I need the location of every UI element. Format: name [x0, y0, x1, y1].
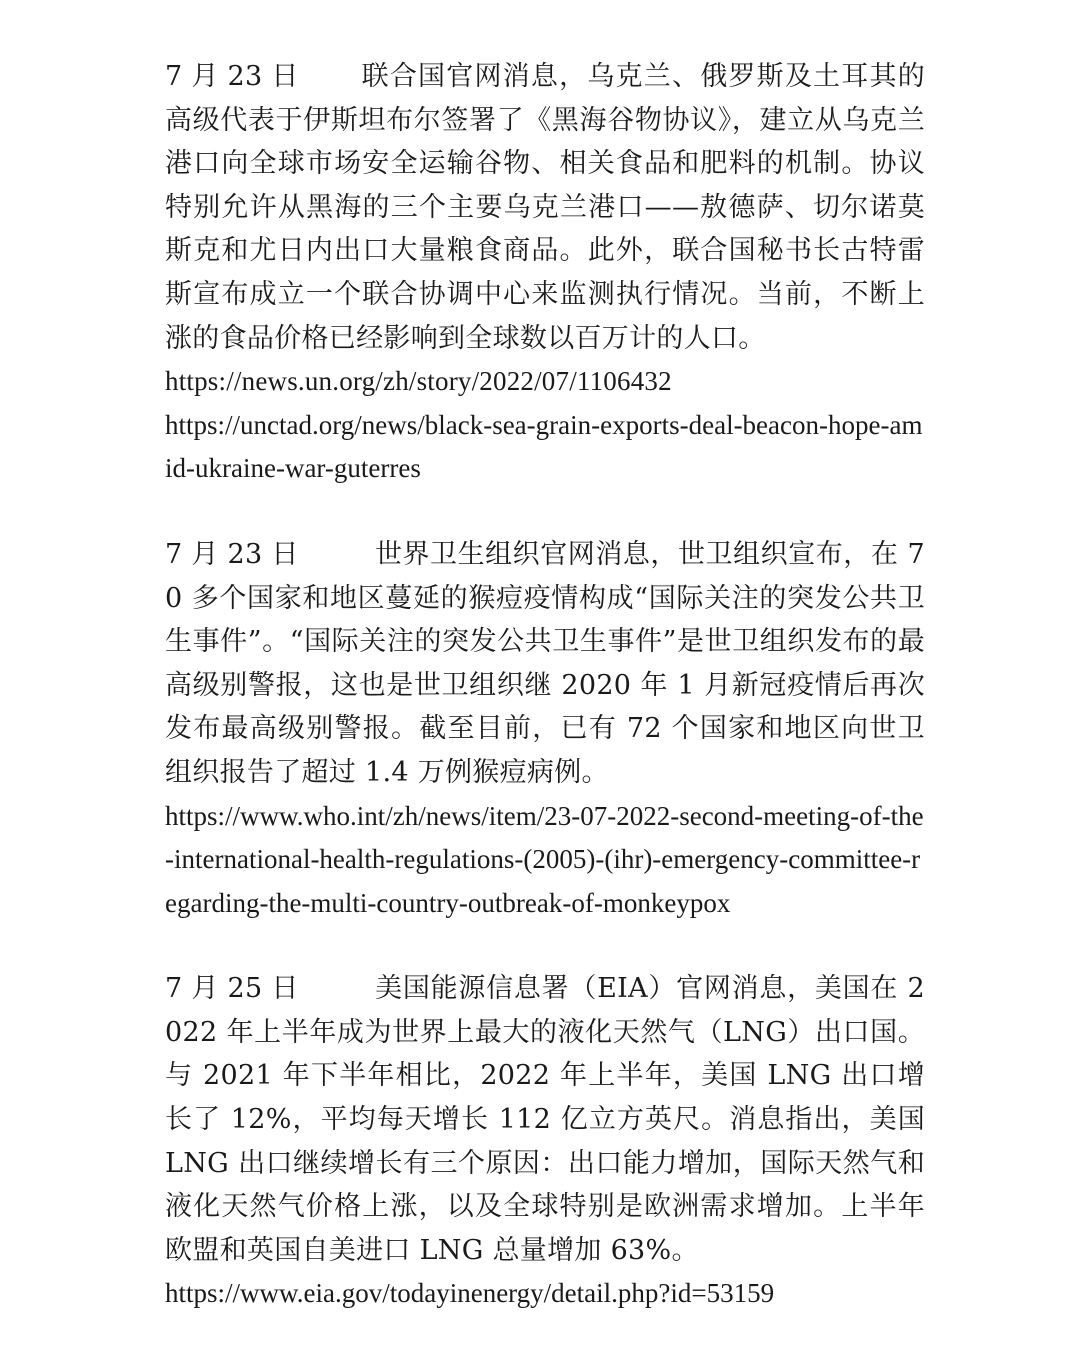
news-entry — [165, 533, 925, 925]
entry-body: 联合国官网消息，乌克兰、俄罗斯及土耳其的高级代表于伊斯坦布尔签署了《黑海谷物协议》，建立从乌克兰港口向全球市场安全运输谷物、相关食品和肥料的机制。协议特别允许从黑海的三个主要乌克兰港口——敖德萨、切尔诺莫斯克和尤日内出口大量粮食商品。此外，联合国秘书长古特雷斯宣布成立一个联合协调中心来监测执行情况。当前，不断上涨的食品价格已经影响到全球数以百万计的人口。 — [165, 61, 925, 354]
entry-date: 7 月 25 日 — [165, 973, 299, 1005]
source-link[interactable]: https://unctad.org/news/black-sea-grain-exports-deal-beacon-hope-amid-ukraine-war-guterres — [165, 409, 923, 484]
news-document — [165, 55, 925, 1358]
source-link[interactable]: https://www.eia.gov/todayinenergy/detail.php?id=53159 — [165, 1278, 775, 1309]
entry-paragraph — [165, 533, 925, 795]
entry-paragraph — [165, 55, 925, 360]
entry-date: 7 月 23 日 — [165, 61, 299, 92]
entry-date: 7 月 23 日 — [165, 538, 299, 570]
source-link[interactable]: https://news.un.org/zh/story/2022/07/1106432 — [165, 366, 672, 397]
news-entry — [165, 55, 925, 491]
news-entry — [165, 967, 925, 1316]
entry-body: 美国能源信息署（EIA）官网消息，美国在 2022 年上半年成为世界上最大的液化天然气（LNG）出口国。与 2021 年下半年相比，2022 年上半年，美国 LNG 出口增长了 12%，平均每天增长 112 亿立方英尺。消息指出，美国 LNG 出口继续增长有三个原因：出口能力增加，国际天然气和液化天然气价格上涨，以及全球特别是欧洲需求增加。上半年欧盟和英国自美进口 LNG 总量增加 63%。 — [165, 973, 925, 1266]
source-link[interactable]: https://www.who.int/zh/news/item/23-07-2022-second-meeting-of-the-international-health-regulations-(2005)-(ihr)-emergency-committee-regarding-the-multi-country-outbreak-of-monkeypox — [165, 800, 924, 918]
entry-paragraph — [165, 967, 925, 1272]
entry-body: 世界卫生组织官网消息，世卫组织宣布，在 70 多个国家和地区蔓延的猴痘疫情构成“国际关注的突发公共卫生事件”。“国际关注的突发公共卫生事件”是世卫组织发布的最高级别警报，这也是世卫组织继 2020 年 1 月新冠疫情后再次发布最高级别警报。截至目前，已有 72 个国家和地区向世卫组织报告了超过 1.4 万例猴痘病例。 — [165, 538, 925, 788]
